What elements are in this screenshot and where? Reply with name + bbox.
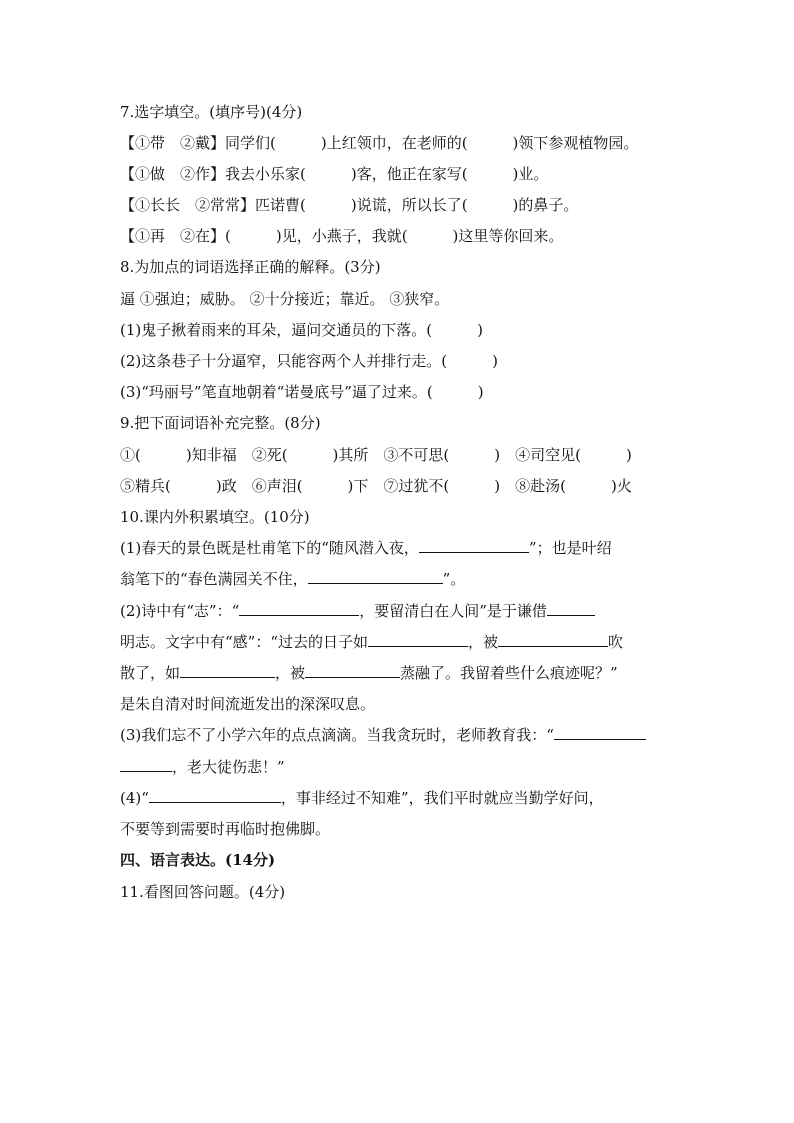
question-8-item-1: (1)鬼子揪着雨来的耳朵，逼问交通员的下落。( ) [120,321,483,339]
answer-blank[interactable] [419,538,529,553]
question-10-part-2-line-1 [120,601,680,621]
text: ，老大徒伤悲！” [172,758,285,776]
question-8-title: 8.为加点的词语选择正确的解释。(3分) [120,258,381,276]
text: ，被 [275,664,306,682]
text: (3)我们忘不了小学六年的点点滴滴。当我贪玩时，老师教育我：“ [120,726,554,744]
question-7-row-2: 【①做 ②作】我去小乐家( )客，他正在家写( )业。 [120,165,549,183]
text: ，事非经过不知难”，我们平时就应当勤学好问， [280,789,604,807]
question-10-part-1-line-2 [120,569,680,589]
question-7-row-4: 【①再 ②在】( )见，小燕子，我就( )这里等你回来。 [120,227,564,245]
answer-blank[interactable] [547,601,595,616]
question-7-row-3: 【①长长 ②常常】匹诺曹( )说谎，所以长了( )的鼻子。 [120,196,579,214]
question-10-part-3-line-2 [120,757,680,777]
text: 翁笔下的“春色满园关不住， [120,570,308,588]
question-7-row-1: 【①带 ②戴】同学们( )上红领巾，在老师的( )领下参观植物园。 [120,134,639,152]
answer-blank[interactable] [120,757,172,772]
question-7-title: 7.选字填空。(填序号)(4分) [120,103,303,121]
question-10-part-1-line-1 [120,538,680,558]
text: (4)“ [120,789,149,807]
question-9-title: 9.把下面词语补充完整。(8分) [120,414,321,432]
answer-blank[interactable] [368,632,468,647]
answer-blank[interactable] [149,788,281,803]
text: ”；也是叶绍 [528,539,612,557]
answer-blank[interactable] [180,663,275,678]
question-10-title: 10.课内外积累填空。(10分) [120,508,310,526]
answer-blank[interactable] [308,569,443,584]
text: (2)诗中有“志”：“ [120,602,240,620]
text: 散了，如 [120,664,181,682]
text: 明志。文字中有“感”：“过去的日子如 [120,633,369,651]
answer-blank[interactable] [554,725,646,740]
text: (1)春天的景色既是杜甫笔下的“随风潜入夜， [120,539,419,557]
question-8-options: 逼 ①强迫；威胁。 ②十分接近；靠近。 ③狭窄。 [120,290,450,308]
text: 蒸融了。我留着些什么痕迹呢？” [400,664,618,682]
question-11-title: 11.看图回答问题。(4分) [120,883,286,901]
text: ”。 [442,570,466,588]
answer-blank[interactable] [498,632,608,647]
question-10-part-3-line-1 [120,725,680,745]
answer-blank[interactable] [239,601,359,616]
text: ，被 [468,633,499,651]
question-10-part-4-line-2: 不要等到需要时再临时抱佛脚。 [120,820,331,838]
question-9-row-2: ⑤精兵( )政 ⑥声泪( )下 ⑦过犹不( ) ⑧赴汤( )火 [120,477,632,495]
question-8-item-3: (3)“玛丽号”笔直地朝着“诺曼底号”逼了过来。( ) [120,383,484,401]
question-10-part-2-line-3 [120,663,680,683]
text: 吹 [608,633,624,651]
answer-blank[interactable] [305,663,400,678]
question-10-part-2-line-4: 是朱自清对时间流逝发出的深深叹息。 [120,695,376,713]
question-8-item-2: (2)这条巷子十分逼窄，只能容两个人并排行走。( ) [120,352,498,370]
question-10-part-4-line-1 [120,788,680,808]
question-10-part-2-line-2 [120,632,680,652]
question-9-row-1: ①( )知非福 ②死( )其所 ③不可思( ) ④司空见( ) [120,446,632,464]
text: ，要留清白在人间”是于谦借 [359,602,547,620]
section-4-heading: 四、语言表达。(14分) [120,851,276,869]
